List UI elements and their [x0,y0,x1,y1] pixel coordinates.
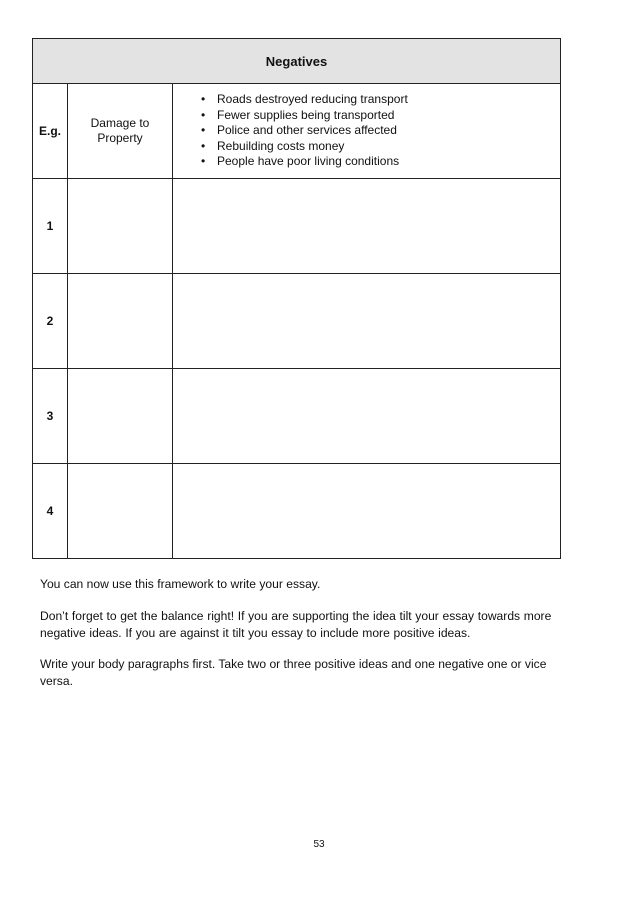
bullet-icon: • [201,92,206,107]
bullet-icon: • [201,154,206,169]
body-paragraphs-instruction: Write your body paragraphs first. Take two or three positive ideas and one negative one or vice versa. [40,657,547,688]
bullet-icon: • [201,107,206,122]
balance-paragraph: Don’t forget to get the balance right! If you are supporting the idea tilt your essay towards more negative ideas. If you are against it tilt you essay to include more positive ideas. [40,609,552,640]
row-points-cell[interactable] [173,369,561,464]
bullet-icon: • [201,138,206,153]
point-text: Roads destroyed reducing transport [217,92,408,107]
example-points-cell [173,84,561,179]
example-row [33,84,561,179]
example-category-line2: Property [97,131,143,145]
row-category-cell[interactable] [68,369,173,464]
list-item [201,92,560,108]
list-item [201,123,560,139]
row-number: 3 [33,369,68,464]
point-text: Fewer supplies being transported [217,107,395,122]
point-text: People have poor living conditions [217,154,400,169]
instruction-paragraph: You can now use this framework to write your essay. [40,577,321,591]
bullet-icon: • [201,123,206,138]
row-number: 4 [33,464,68,559]
row-points-cell[interactable] [173,464,561,559]
row-category-cell[interactable] [68,179,173,274]
example-label: E.g. [33,84,68,179]
example-category [68,84,173,179]
point-text: Police and other services affected [217,123,397,138]
table-row [33,369,561,464]
example-points-list [173,92,560,170]
row-category-cell[interactable] [68,274,173,369]
list-item [201,139,560,155]
negatives-table [32,38,561,559]
row-points-cell[interactable] [173,179,561,274]
table-row [33,274,561,369]
list-item [201,108,560,124]
row-number: 1 [33,179,68,274]
page-number: 53 [313,839,325,850]
row-category-cell[interactable] [68,464,173,559]
example-category-line1: Damage to [90,116,150,130]
table-header: Negatives [33,39,561,84]
table-row [33,464,561,559]
row-number: 2 [33,274,68,369]
list-item [201,154,560,170]
point-text: Rebuilding costs money [217,138,345,153]
row-points-cell[interactable] [173,274,561,369]
table-row [33,179,561,274]
